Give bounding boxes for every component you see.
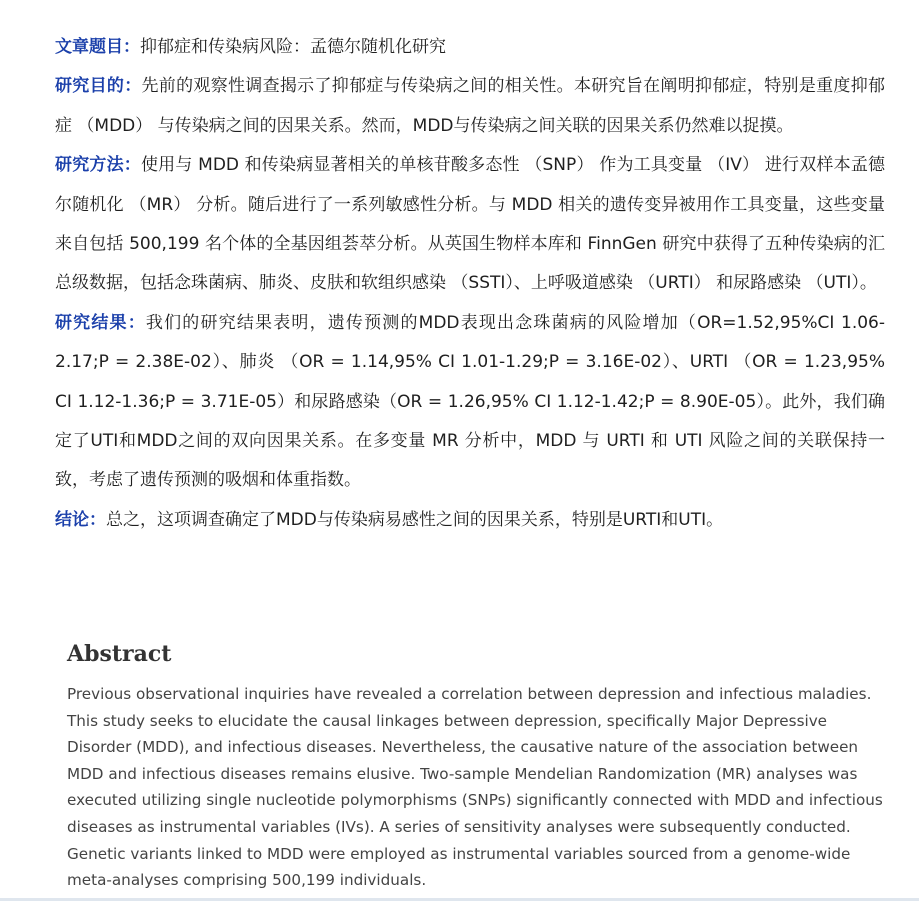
title-text: 抑郁症和传染病风险：孟德尔随机化研究 [140, 37, 446, 57]
purpose-text: 先前的观察性调查揭示了抑郁症与传染病之间的相关性。本研究旨在阐明抑郁症，特别是重度抑郁症 （MDD） 与传染病之间的因果关系。然而，MDD与传染病之间关联的因果关系仍然难以捉摸。 [55, 76, 886, 136]
conclusion-text: 总之，这项调查确定了MDD与传染病易感性之间的因果关系，特别是URTI和UTI。 [106, 509, 724, 530]
chinese-abstract [55, 28, 885, 540]
purpose-label: 研究目的： [55, 76, 142, 97]
methods-paragraph [55, 146, 885, 304]
title-paragraph [55, 28, 885, 67]
english-abstract [67, 637, 887, 894]
results-text: 我们的研究结果表明，遗传预测的MDD表现出念珠菌病的风险增加（OR=1.52,95%CI 1.06-2.17;P = 2.38E-02）、肺炎 （OR = 1.14,95% CI 1.01-1.29;P = 3.16E-02）、URTI （OR = 1.23,95% CI 1.12-1.36;P = 3.71E-05）和尿路感染（OR = 1.26,95% CI 1.12-1.42;P = 8.90E-05）。此外，我们确定了UTI和MDD之间的双向因果关系。在多变量 MR 分析中，MDD 与 URTI 和 UTI 风险之间的关联保持一致，考虑了遗传预测的吸烟和体重指数。 [55, 312, 885, 491]
conclusion-label: 结论： [55, 509, 106, 530]
results-label: 研究结果： [55, 312, 146, 333]
conclusion-paragraph [55, 501, 885, 540]
purpose-paragraph [55, 67, 885, 146]
bottom-divider [0, 898, 919, 901]
results-paragraph [55, 304, 885, 501]
abstract-heading: Abstract [67, 641, 172, 667]
title-label: 文章题目： [55, 37, 140, 57]
methods-label: 研究方法： [55, 155, 141, 176]
abstract-body: Previous observational inquiries have revealed a correlation between depression and infectious maladies. This study seeks to elucidate the causal linkages between depression, specifically Major Depressive Disorder (MDD), and infectious diseases. Nevertheless, the causative nature of the association between MDD and infectious diseases remains elusive. Two-sample Mendelian Randomization (MR) analyses was executed utilizing single nucleotide polymorphisms (SNPs) significantly connected with MDD and infectious diseases as instrumental variables (IVs). A series of sensitivity analyses were subsequently conducted. Genetic variants linked to MDD were employed as instrumental variables sourced from a genome-wide meta-analyses comprising 500,199 individuals. [67, 685, 883, 890]
methods-text: 使用与 MDD 和传染病显著相关的单核苷酸多态性 （SNP） 作为工具变量 （IV） 进行双样本孟德尔随机化 （MR） 分析。随后进行了一系列敏感性分析。与 MDD 相关的遗传变异被用作工具变量，这些变量来自包括 500,199 名个体的全基因组荟萃分析。从英国生物样本库和 FinnGen 研究中获得了五种传染病的汇总级数据，包括念珠菌病、肺炎、皮肤和软组织感染 （SSTI）、上呼吸道感染 （URTI） 和尿路感染 （UTI）。 [55, 155, 886, 294]
